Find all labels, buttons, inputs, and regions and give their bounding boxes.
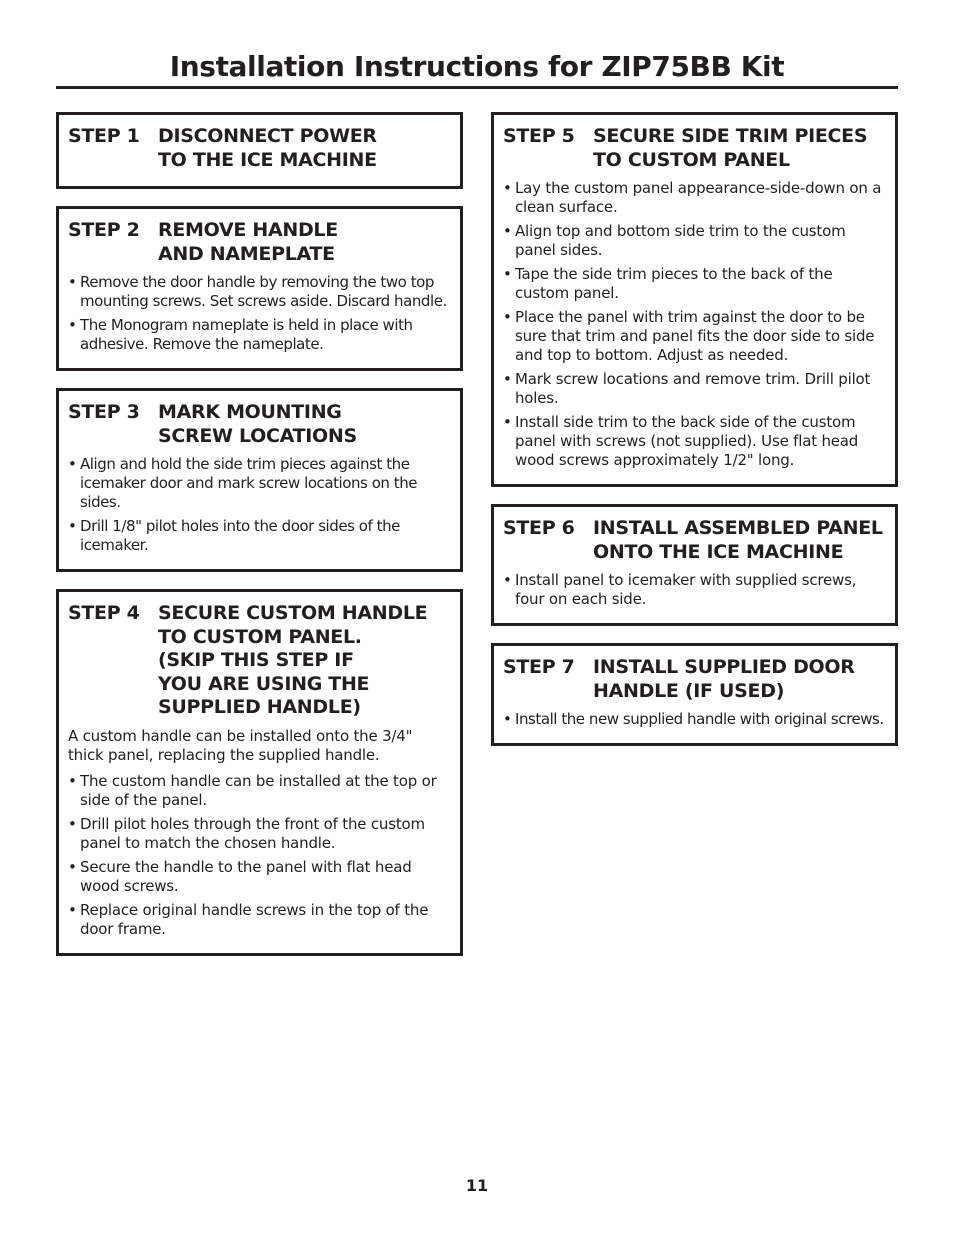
step-7-heading: [503, 656, 885, 703]
step-6-title: INSTALL ASSEMBLED PANEL ONTO THE ICE MACHINE: [593, 517, 883, 563]
step-1-box: [56, 112, 463, 189]
list-item: • Drill pilot holes through the front of the custom panel to match the chosen handle.: [68, 815, 450, 853]
title-rule: [56, 86, 898, 89]
step-2-number: STEP 2: [68, 219, 140, 241]
list-item: • Drill 1/8" pilot holes into the door sides of the icemaker.: [68, 517, 450, 555]
step-3-heading: [68, 401, 450, 448]
step-2-title: REMOVE HANDLE AND NAMEPLATE: [158, 219, 338, 265]
step-4-box: [56, 589, 463, 956]
step-7-list: [503, 710, 885, 729]
list-item: • Align top and bottom side trim to the custom panel sides.: [503, 222, 885, 260]
step-6-number: STEP 6: [503, 517, 575, 539]
step-1-heading: [68, 125, 450, 172]
step-3-list: [68, 455, 450, 555]
step-5-heading: [503, 125, 885, 172]
step-4-number: STEP 4: [68, 602, 140, 624]
page-number: 11: [465, 1176, 489, 1195]
step-2-box: [56, 206, 463, 371]
step-3-box: [56, 388, 463, 572]
list-item: • Align and hold the side trim pieces against the icemaker door and mark screw locations on the sides.: [68, 455, 450, 512]
step-2-heading: [68, 219, 450, 266]
step-1-number: STEP 1: [68, 125, 140, 147]
step-5-list: [503, 179, 885, 470]
list-item: • Lay the custom panel appearance-side-down on a clean surface.: [503, 179, 885, 217]
list-item: • Place the panel with trim against the door to be sure that trim and panel fits the door side to side and top to bottom. Adjust as needed.: [503, 308, 885, 365]
list-item: • Install panel to icemaker with supplied screws, four on each side.: [503, 571, 885, 609]
step-4-heading: [68, 602, 450, 720]
step-6-list: [503, 571, 885, 609]
right-column: [491, 112, 898, 763]
step-4-intro: A custom handle can be installed onto the 3/4" thick panel, replacing the supplied handle.: [68, 726, 413, 764]
list-item: • Remove the door handle by removing the two top mounting screws. Set screws aside. Discard handle.: [68, 273, 450, 311]
step-6-box: [491, 504, 898, 626]
step-5-number: STEP 5: [503, 125, 575, 147]
step-7-box: [491, 643, 898, 746]
step-7-number: STEP 7: [503, 656, 575, 678]
list-item: • Secure the handle to the panel with flat head wood screws.: [68, 858, 450, 896]
step-3-number: STEP 3: [68, 401, 140, 423]
step-1-title: DISCONNECT POWER TO THE ICE MACHINE: [158, 125, 377, 171]
list-item: • The Monogram nameplate is held in place with adhesive. Remove the nameplate.: [68, 316, 450, 354]
left-column: [56, 112, 463, 973]
step-4-title: SECURE CUSTOM HANDLE TO CUSTOM PANEL. (SKIP THIS STEP IF YOU ARE USING THE SUPPLIED HANDLE): [158, 602, 428, 718]
list-item: • The custom handle can be installed at the top or side of the panel.: [68, 772, 450, 810]
list-item: • Install side trim to the back side of the custom panel with screws (not supplied). Use flat head wood screws approximately 1/2" long.: [503, 413, 885, 470]
step-5-box: [491, 112, 898, 487]
step-6-heading: [503, 517, 885, 564]
list-item: • Tape the side trim pieces to the back of the custom panel.: [503, 265, 885, 303]
step-5-title: SECURE SIDE TRIM PIECES TO CUSTOM PANEL: [593, 125, 868, 171]
list-item: • Replace original handle screws in the top of the door frame.: [68, 901, 450, 939]
step-2-list: [68, 273, 450, 354]
list-item: • Mark screw locations and remove trim. Drill pilot holes.: [503, 370, 885, 408]
step-7-title: INSTALL SUPPLIED DOOR HANDLE (IF USED): [593, 656, 855, 702]
list-item: • Install the new supplied handle with original screws.: [503, 710, 885, 729]
step-3-title: MARK MOUNTING SCREW LOCATIONS: [158, 401, 357, 447]
page-title: Installation Instructions for ZIP75BB Kit: [169, 50, 785, 83]
step-4-list: [68, 772, 450, 939]
